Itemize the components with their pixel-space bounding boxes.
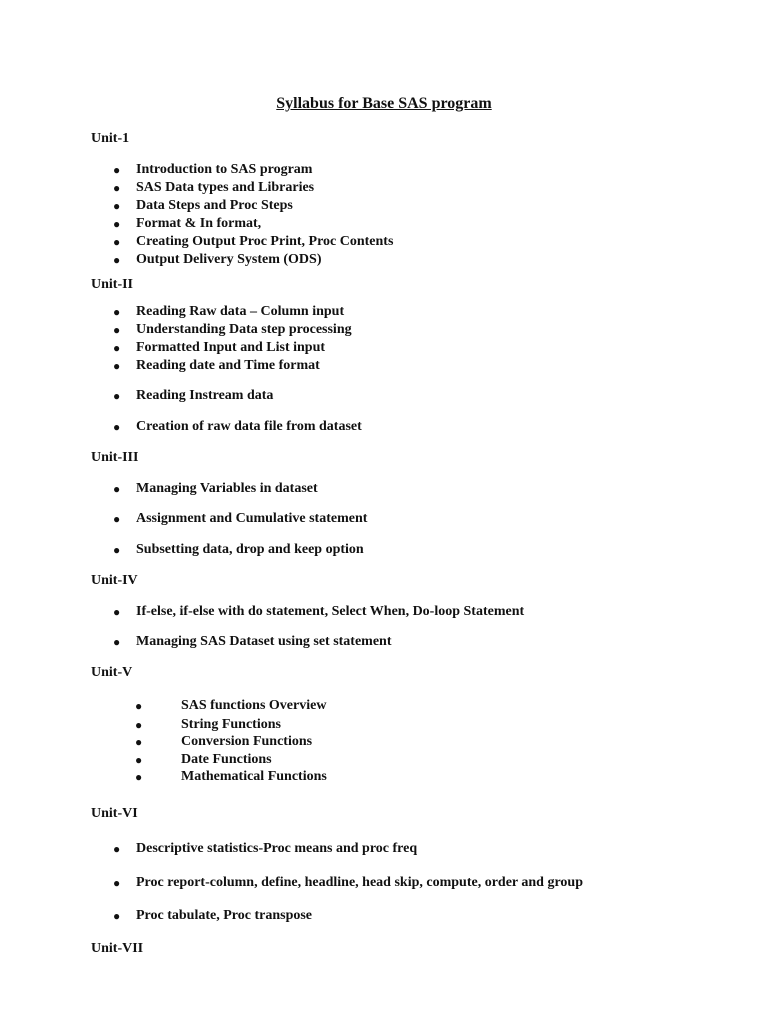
bullet-icon: ● (113, 420, 121, 434)
bullet-icon: ● (135, 753, 143, 767)
bullet-icon: ● (113, 389, 121, 403)
bullet-icon: ● (113, 482, 121, 496)
bullet-icon: ● (113, 635, 121, 649)
bullet-icon: ● (113, 323, 121, 337)
bullet-icon: ● (113, 512, 121, 526)
bullet-icon: ● (113, 163, 121, 177)
bullet-icon: ● (113, 253, 121, 267)
bullet-icon: ● (113, 605, 121, 619)
unit-1-heading: Unit-1 (91, 131, 130, 146)
bullet-icon: ● (113, 217, 121, 231)
bullet-icon: ● (113, 876, 121, 890)
bullet-icon: ● (113, 543, 121, 557)
unit-4-heading: Unit-IV (91, 573, 138, 588)
bullet-icon: ● (135, 770, 143, 784)
bullet-icon: ● (113, 341, 121, 355)
bullet-icon: ● (113, 235, 121, 249)
bullet-icon: ● (113, 842, 121, 856)
document-title: Syllabus for Base SAS program (276, 95, 492, 112)
bullet-icon: ● (113, 909, 121, 923)
bullet-icon: ● (113, 181, 121, 195)
bullet-icon: ● (113, 359, 121, 373)
bullet-icon: ● (135, 718, 143, 732)
unit-3-heading: Unit-III (91, 450, 139, 465)
unit-5-heading: Unit-V (91, 665, 133, 680)
unit-6-heading: Unit-VI (91, 806, 138, 821)
unit-7-heading: Unit-VII (91, 941, 144, 956)
bullet-icon: ● (113, 199, 121, 213)
bullet-icon: ● (135, 699, 143, 713)
bullet-icon: ● (135, 735, 143, 749)
bullet-icon: ● (113, 305, 121, 319)
syllabus-page: Syllabus for Base SAS program Unit-1 ● Introduction to SAS program ● SAS Data types and Libraries ● Data Steps and Proc Steps ● Format & In format, ● Creating Output Proc Print, Proc Contents ● Output Delivery System (ODS) Unit-II ● Reading Raw data – Column input ● Understanding Data step processing ● Formatted Input and List input ● Reading date and Time format ● Reading Instream data ● Creation of raw data file from dataset Unit-III ● Managing Variables in dataset ● Assignment and Cumulative statement ● Subsetting data, drop and keep option Unit-IV ● If-else, if-else with do statement, Select When, Do-loop Statement ● Managing SAS Dataset using set statement Unit-V ● SAS functions Overview ● String Functions ● Conversion Functions ● Date Functions ● Mathematical Functions Unit-VI ● Descriptive statistics-Proc means and proc freq ● Proc report-column, define, headline, head skip, compute, order and group ● Proc tabulate, Proc transpose Unit-VII (0, 0, 768, 1024)
unit-2-heading: Unit-II (91, 277, 134, 292)
